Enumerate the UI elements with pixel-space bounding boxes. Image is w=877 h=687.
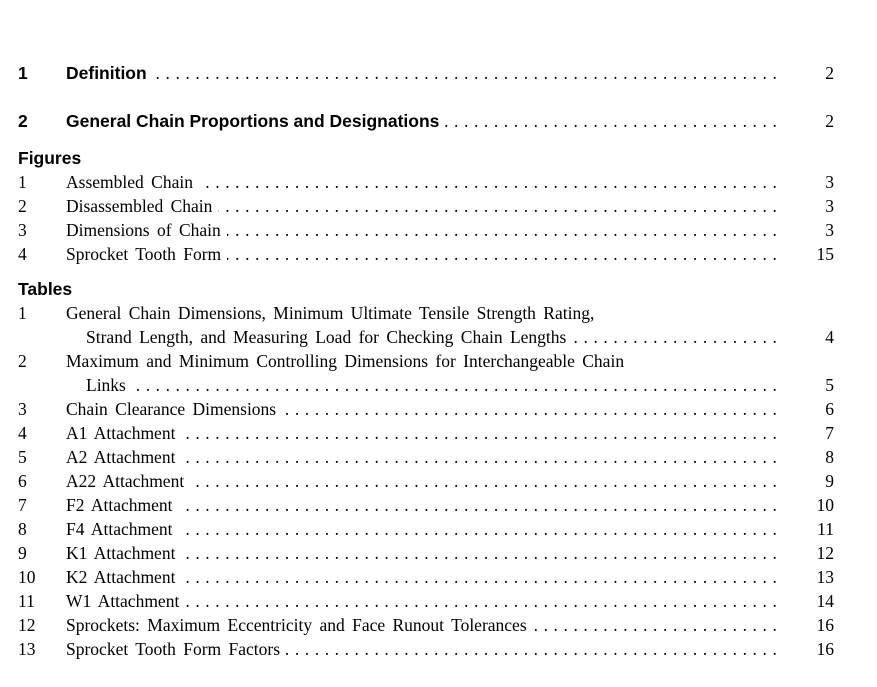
- toc-table-1-continuation[interactable]: [18, 325, 834, 349]
- toc-table-8[interactable]: [18, 517, 834, 541]
- page-number: 12: [816, 543, 834, 563]
- toc-figure-2[interactable]: [18, 194, 834, 218]
- table-title: F4 Attachment: [66, 519, 179, 539]
- toc-table-2-continuation[interactable]: [18, 373, 834, 397]
- table-number: 8: [18, 519, 27, 539]
- table-title-continuation: Links: [86, 375, 132, 395]
- table-number: 6: [18, 471, 27, 491]
- table-title-continuation: Strand Length, and Measuring Load for Checking Chain Lengths: [86, 327, 572, 347]
- toc-section-2[interactable]: [18, 109, 834, 133]
- table-title: K1 Attachment: [66, 543, 181, 563]
- toc-table-13[interactable]: [18, 637, 834, 661]
- page-number: 7: [825, 423, 834, 443]
- page-number: 9: [825, 471, 834, 491]
- figure-number: 2: [18, 196, 27, 216]
- page-number: 5: [825, 375, 834, 395]
- table-number: 12: [18, 615, 36, 635]
- table-number: 7: [18, 495, 27, 515]
- toc-table-12[interactable]: [18, 613, 834, 637]
- tables-heading: Tables: [18, 279, 73, 299]
- section-number: 1: [18, 63, 28, 83]
- page-number: 8: [825, 447, 834, 467]
- table-number: 9: [18, 543, 27, 563]
- toc-figure-1[interactable]: [18, 170, 834, 194]
- toc-table-5[interactable]: [18, 445, 834, 469]
- page-number: 3: [825, 220, 834, 240]
- toc-table-6[interactable]: [18, 469, 834, 493]
- toc-section-1[interactable]: [18, 61, 834, 85]
- toc-table-2[interactable]: [18, 349, 834, 373]
- page-number: 3: [825, 196, 834, 216]
- page-number: 4: [825, 327, 834, 347]
- table-title: Sprocket Tooth Form Factors: [66, 639, 286, 659]
- table-number: 2: [18, 351, 27, 371]
- table-number: 13: [18, 639, 36, 659]
- table-title: General Chain Dimensions, Minimum Ultimate Tensile Strength Rating,: [66, 303, 600, 323]
- section-title: General Chain Proportions and Designations: [66, 111, 445, 131]
- figure-title: Disassembled Chain: [66, 196, 218, 216]
- figure-title: Sprocket Tooth Form: [66, 244, 227, 264]
- page-number: 13: [816, 567, 834, 587]
- page-number: 10: [816, 495, 834, 515]
- section-title: Definition: [66, 63, 153, 83]
- figure-number: 1: [18, 172, 27, 192]
- table-number: 11: [18, 591, 35, 611]
- toc-table-7[interactable]: [18, 493, 834, 517]
- toc-table-4[interactable]: [18, 421, 834, 445]
- toc-table-10[interactable]: [18, 565, 834, 589]
- toc-table-11[interactable]: [18, 589, 834, 613]
- table-number: 3: [18, 399, 27, 419]
- toc-table-3[interactable]: [18, 397, 834, 421]
- page-number: 3: [825, 172, 834, 192]
- page-number: 11: [817, 519, 834, 539]
- toc-table-9[interactable]: [18, 541, 834, 565]
- figures-heading: Figures: [18, 148, 82, 168]
- toc-figure-4[interactable]: [18, 242, 834, 266]
- toc-figure-3[interactable]: [18, 218, 834, 242]
- table-number: 5: [18, 447, 27, 467]
- figure-number: 3: [18, 220, 27, 240]
- figure-number: 4: [18, 244, 27, 264]
- page-number: 2: [825, 63, 834, 83]
- section-number: 2: [18, 111, 28, 131]
- figure-title: Assembled Chain: [66, 172, 199, 192]
- table-title: Chain Clearance Dimensions: [66, 399, 282, 419]
- page-number: 2: [825, 111, 834, 131]
- table-number: 1: [18, 303, 27, 323]
- page-number: 16: [816, 615, 834, 635]
- page-number: 6: [825, 399, 834, 419]
- page-number: 15: [816, 244, 834, 264]
- table-title: Maximum and Minimum Controlling Dimensions for Interchangeable Chain: [66, 351, 630, 371]
- page-number: 16: [816, 639, 834, 659]
- toc-table-1[interactable]: [18, 301, 834, 325]
- table-number: 10: [18, 567, 36, 587]
- table-title: K2 Attachment: [66, 567, 181, 587]
- table-title: Sprockets: Maximum Eccentricity and Face Runout Tolerances: [66, 615, 533, 635]
- table-title: A22 Attachment: [66, 471, 190, 491]
- table-title: A2 Attachment: [66, 447, 181, 467]
- table-title: A1 Attachment: [66, 423, 181, 443]
- table-title: F2 Attachment: [66, 495, 179, 515]
- figure-title: Dimensions of Chain: [66, 220, 227, 240]
- table-number: 4: [18, 423, 27, 443]
- page-number: 14: [816, 591, 834, 611]
- table-title: W1 Attachment: [66, 591, 185, 611]
